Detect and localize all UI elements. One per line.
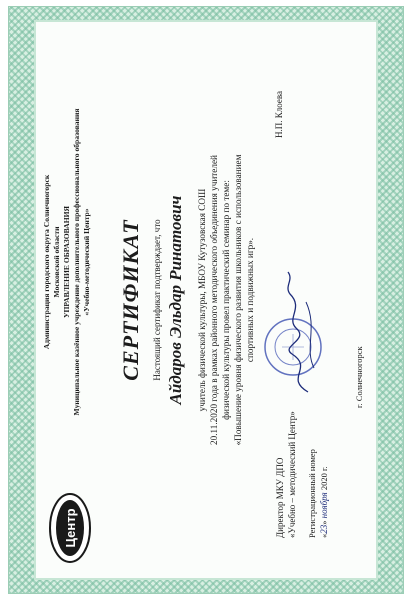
city: г. Солнечногорск — [354, 346, 364, 408]
body-line: «Повышение уровня физического развития школьников с использованием — [233, 154, 243, 446]
date-year: 2020 г. — [319, 466, 329, 491]
body-line: спортивных и подвижных игр». — [245, 237, 255, 363]
header-institution: Муниципальное казённое учреждение дополнительного профессионального образования — [72, 108, 81, 416]
body-line: учитель физической культуры, МБОУ Кутузовская СОШ — [197, 188, 207, 412]
logo-text: Центр — [63, 508, 78, 548]
certificate-content — [36, 22, 376, 578]
signer-name: Н.П. Клоева — [274, 91, 284, 138]
recipient-name: Айдаров Эльдар Ринатович — [166, 195, 185, 405]
body-line: физической культуры провел практический семинар по теме: — [221, 180, 231, 420]
certificate-body — [196, 62, 256, 538]
date-open-quote: « — [319, 533, 329, 538]
date-close-quote: » — [319, 520, 329, 525]
issuer-header — [42, 42, 92, 482]
header-region: Московской области — [52, 226, 61, 298]
director-organization: «Учебно – методический Центр» — [287, 411, 297, 538]
certificate-title: СЕРТИФИКАТ — [118, 219, 143, 381]
handwritten-signature — [274, 268, 322, 398]
director-title: Директор МКУ ДПО — [275, 457, 285, 538]
confirm-text: Настоящий сертификат подтверждает, что — [152, 219, 162, 381]
centr-logo — [48, 492, 92, 564]
header-department: УПРАВЛЕНИЕ ОБРАЗОВАНИЯ — [62, 205, 71, 319]
date-day: 23 — [319, 524, 329, 534]
registration-block — [306, 449, 330, 538]
body-line: 20.11.2020 года в рамках районного методического объединения учителей — [209, 155, 219, 445]
date-month: ноября — [319, 492, 329, 519]
registration-label: Регистрационный номер — [307, 449, 317, 538]
header-institution-name: «Учебно-методический Центр» — [82, 208, 91, 316]
header-administration: Администрация городского округа Солнечногорск — [42, 174, 51, 350]
